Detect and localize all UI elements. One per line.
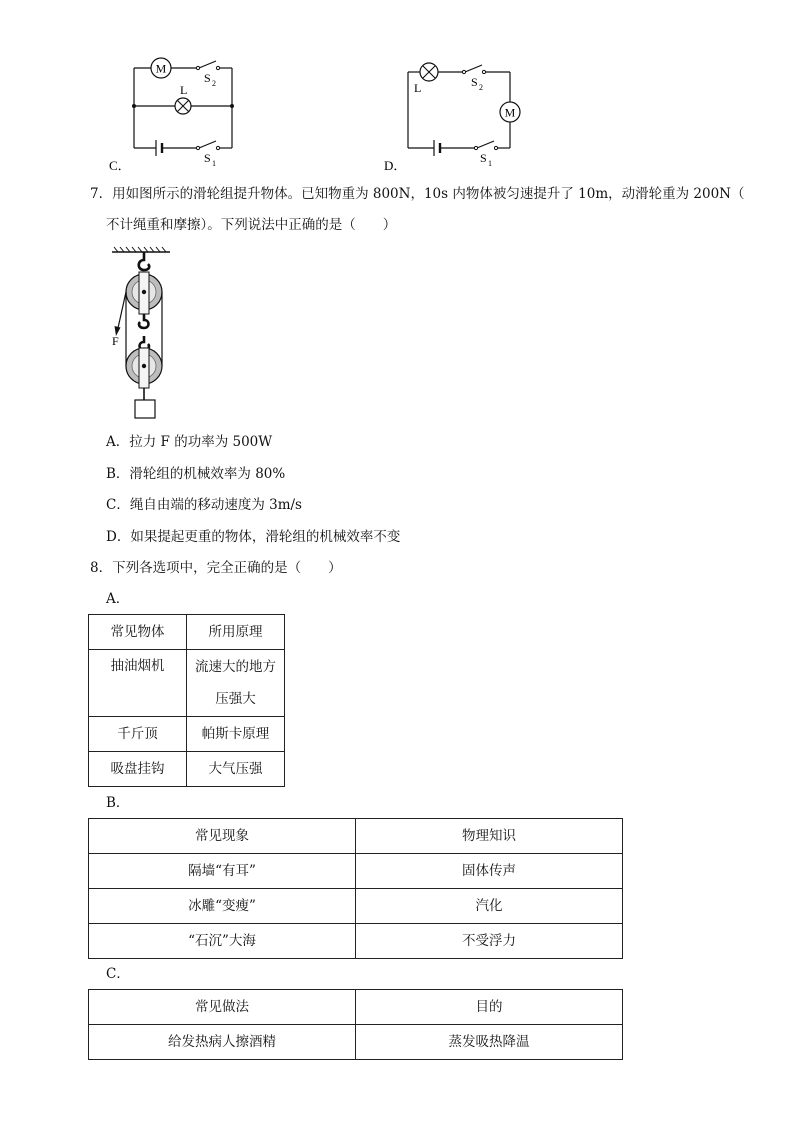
circuit-diagram-c (100, 52, 250, 174)
table-row (89, 924, 623, 959)
svg-text:2: 2 (479, 83, 483, 92)
q8-table-b (88, 818, 623, 959)
switch-label-s2-d: S (471, 75, 478, 89)
q7-option-a: A．拉力 F 的功率为 500W (106, 434, 273, 450)
option-label-d: D． (384, 158, 407, 173)
svg-text:1: 1 (488, 159, 492, 168)
table-row (89, 752, 285, 787)
table-cell: 蒸发吸热降温 (356, 1025, 623, 1060)
table-cell: 抽油烟机 (89, 650, 187, 717)
svg-text:1: 1 (212, 159, 216, 168)
table-cell: 流速大的地方 压强大 (187, 650, 285, 717)
force-label: F (112, 334, 119, 348)
q7-stem-line1: 7．用如图所示的滑轮组提升物体。已知物重为 800N，10s 内物体被匀速提升了 10m，动滑轮重为 200N（ (90, 186, 745, 202)
q8-option-c-label: C． (106, 966, 130, 982)
table-cell: 汽化 (356, 889, 623, 924)
table-header-cell: 物理知识 (356, 819, 623, 854)
table-row (89, 819, 623, 854)
table-cell: “石沉”大海 (89, 924, 356, 959)
table-header-cell: 所用原理 (187, 615, 285, 650)
q8-option-a-label: A． (106, 591, 130, 607)
load-block (135, 400, 155, 418)
table-row (89, 1025, 623, 1060)
table-cell: 吸盘挂钩 (89, 752, 187, 787)
pulley-system-figure (104, 244, 180, 422)
table-header-cell: 常见现象 (89, 819, 356, 854)
table-row (89, 889, 623, 924)
q7-option-b: B．滑轮组的机械效率为 80% (106, 466, 286, 482)
table-row (89, 854, 623, 889)
table-cell: 隔墙“有耳” (89, 854, 356, 889)
option-label-c: C． (109, 158, 131, 173)
q8-stem: 8．下列各选项中，完全正确的是（ ） (90, 560, 342, 576)
lamp-label-d: L (414, 81, 422, 95)
table-row (89, 615, 285, 650)
table-header-cell: 目的 (356, 990, 623, 1025)
table-row (89, 717, 285, 752)
lamp-label-c: L (180, 83, 188, 97)
motor-letter-d: M (504, 105, 516, 120)
table-cell: 帕斯卡原理 (187, 717, 285, 752)
switch-label-s2-c: S (204, 71, 211, 85)
svg-text:2: 2 (212, 79, 216, 88)
q7-option-c: C．绳自由端的移动速度为 3m/s (106, 497, 302, 513)
table-row (89, 990, 623, 1025)
table-cell: 大气压强 (187, 752, 285, 787)
motor-letter-c: M (155, 61, 167, 76)
q8-table-c (88, 989, 623, 1060)
table-cell: 冰雕“变瘦” (89, 889, 356, 924)
table-cell: 固体传声 (356, 854, 623, 889)
table-cell: 给发热病人擦酒精 (89, 1025, 356, 1060)
q7-stem-line2: 不计绳重和摩擦）。下列说法中正确的是（ ） (106, 217, 397, 233)
table-row (89, 650, 285, 717)
circuit-diagram-d (376, 56, 526, 176)
table-cell: 千斤顶 (89, 717, 187, 752)
table-cell: 不受浮力 (356, 924, 623, 959)
q8-table-a (88, 614, 285, 787)
switch-label-s1-d: S (480, 151, 487, 165)
q7-option-d: D．如果提起更重的物体，滑轮组的机械效率不变 (106, 529, 401, 545)
table-header-cell: 常见做法 (89, 990, 356, 1025)
q8-option-b-label: B． (106, 795, 130, 811)
switch-label-s1-c: S (204, 151, 211, 165)
table-header-cell: 常见物体 (89, 615, 187, 650)
